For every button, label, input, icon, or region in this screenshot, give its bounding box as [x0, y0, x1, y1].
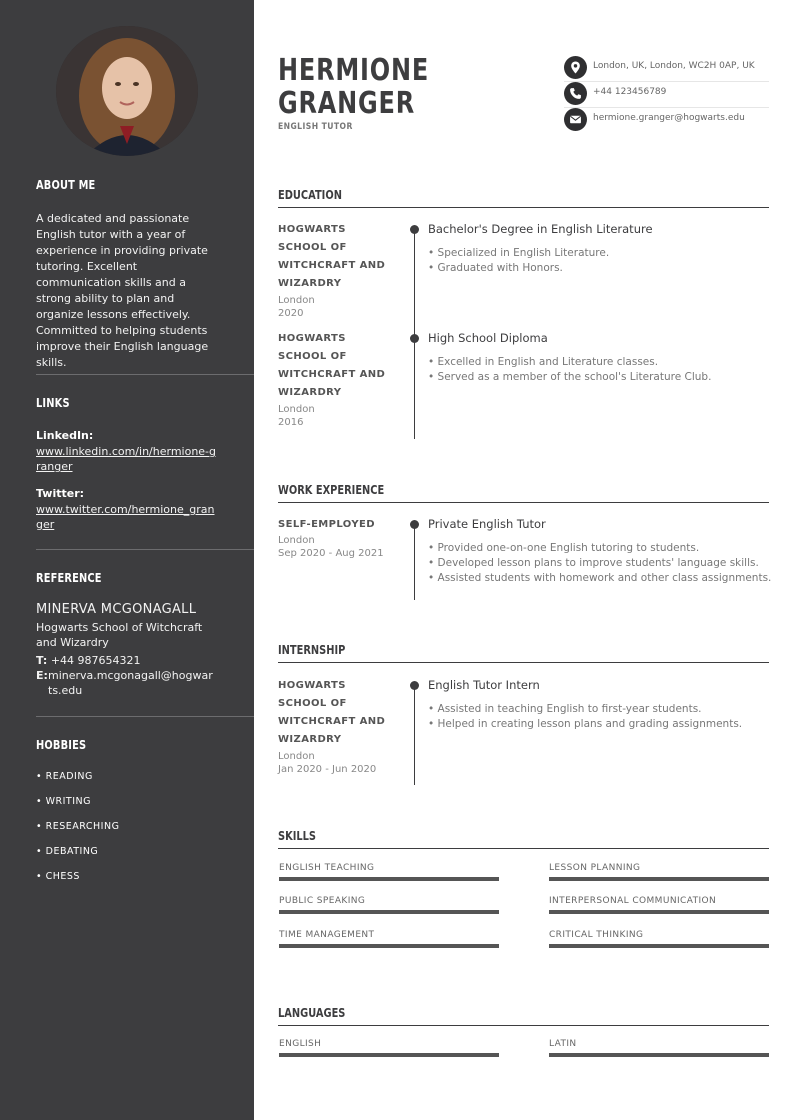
skill-fill: [549, 910, 769, 914]
linkedin-block: [36, 428, 220, 474]
about-heading: ABOUT ME: [36, 178, 96, 192]
twitter-label: Twitter:: [36, 487, 85, 500]
skill-item: [279, 896, 499, 914]
timeline-dot: [410, 681, 419, 690]
internship-org: HOGWARTS SCHOOL OF WITCHCRAFT AND WIZARDRY: [278, 680, 386, 745]
bullet-item: • Specialized in English Literature.: [428, 247, 610, 259]
education-location: London: [278, 404, 315, 415]
work-title: Private English Tutor: [428, 517, 546, 531]
location-pin-icon: [564, 56, 587, 79]
twitter-link[interactable]: www.twitter.com/hermione_granger: [36, 503, 215, 531]
skill-item: [279, 930, 499, 948]
phone-text: +44 123456789: [593, 87, 667, 97]
education-degree: Bachelor's Degree in English Literature: [428, 222, 653, 236]
skill-bar: [549, 944, 769, 948]
skill-label: TIME MANAGEMENT: [279, 930, 375, 940]
skill-label: INTERPERSONAL COMMUNICATION: [549, 896, 717, 906]
skill-item: [549, 930, 769, 948]
language-item: [279, 1039, 499, 1057]
skill-fill: [279, 944, 499, 948]
hobby-item: • READING: [36, 771, 93, 782]
twitter-block: [36, 486, 220, 532]
email-text[interactable]: hermione.granger@hogwarts.edu: [593, 113, 745, 123]
internship-timeline: [414, 685, 415, 785]
work-date: Sep 2020 - Aug 2021: [278, 548, 384, 559]
language-label: LATIN: [549, 1039, 577, 1049]
work-meta: [278, 534, 403, 560]
hobby-item: • RESEARCHING: [36, 821, 120, 832]
work-location: London: [278, 535, 315, 546]
internship-location: London: [278, 751, 315, 762]
internship-meta: [278, 750, 403, 776]
skill-label: CRITICAL THINKING: [549, 930, 644, 940]
languages-heading: [278, 1006, 769, 1026]
skill-label: LESSON PLANNING: [549, 863, 641, 873]
internship-bullets: [428, 702, 773, 732]
work-heading: [278, 483, 769, 503]
skill-label: ENGLISH TEACHING: [279, 863, 375, 873]
skill-item: [279, 863, 499, 881]
phone-icon: [564, 82, 587, 105]
skill-bar: [279, 877, 499, 881]
skill-bar: [549, 910, 769, 914]
about-text: A dedicated and passionate English tutor with a year of experience in providing private tutoring. Excellent communication skills and a strong ability to plan and organize lessons effectively. Committed to helping students improve their English language skills.: [36, 212, 209, 369]
skill-bar: [279, 910, 499, 914]
education-org: HOGWARTS SCHOOL OF WITCHCRAFT AND WIZARDRY: [278, 333, 386, 398]
education-meta: [278, 294, 403, 320]
education-date: 2020: [278, 308, 304, 319]
hobby-item: • CHESS: [36, 871, 80, 882]
education-date: 2016: [278, 417, 304, 428]
skill-fill: [549, 944, 769, 948]
education-degree: High School Diploma: [428, 331, 548, 345]
work-heading-text: WORK EXPERIENCE: [278, 483, 385, 497]
candidate-name: [278, 54, 429, 120]
education-heading-text: EDUCATION: [278, 188, 342, 202]
language-bar: [279, 1053, 499, 1057]
language-label: ENGLISH: [279, 1039, 322, 1049]
sidebar: [0, 0, 254, 1120]
reference-name: MINERVA MCGONAGALL: [36, 602, 197, 617]
skill-fill: [279, 910, 499, 914]
skills-heading: [278, 829, 769, 849]
hobby-item: • WRITING: [36, 796, 91, 807]
language-item: [549, 1039, 769, 1057]
phone-label: T:: [36, 654, 48, 667]
skill-item: [549, 863, 769, 881]
work-timeline: [414, 524, 415, 600]
divider: [36, 374, 254, 375]
bullet-item: • Graduated with Honors.: [428, 262, 563, 274]
language-bar: [549, 1053, 769, 1057]
skill-bar: [279, 944, 499, 948]
language-fill: [279, 1053, 499, 1057]
email-label: E:: [36, 669, 48, 682]
skill-fill: [279, 877, 499, 881]
bullet-item: • Assisted students with homework and other class assignments.: [428, 572, 772, 584]
language-fill: [549, 1053, 769, 1057]
profile-photo: [56, 26, 198, 156]
skill-bar: [549, 877, 769, 881]
work-org: SELF-EMPLOYED: [278, 519, 375, 530]
education-bullets: [428, 355, 773, 385]
timeline-dot: [410, 520, 419, 529]
education-location: London: [278, 295, 315, 306]
timeline-dot: [410, 334, 419, 343]
email-icon: [564, 108, 587, 131]
skill-item: [549, 896, 769, 914]
reference-email-value: minerva.mcgonagall@hogwarts.edu: [48, 669, 213, 697]
bullet-item: • Served as a member of the school's Literature Club.: [428, 371, 712, 383]
linkedin-label: LinkedIn:: [36, 429, 94, 442]
address-text: London, UK, London, WC2H 0AP, UK: [593, 61, 755, 71]
reference-phone-value: +44 987654321: [50, 654, 141, 667]
internship-title: English Tutor Intern: [428, 678, 540, 692]
divider: [36, 716, 254, 717]
divider: [36, 549, 254, 550]
bullet-item: • Developed lesson plans to improve students' language skills.: [428, 557, 759, 569]
bullet-item: • Provided one-on-one English tutoring to students.: [428, 542, 700, 554]
hobbies-heading: HOBBIES: [36, 738, 87, 752]
links-heading: LINKS: [36, 396, 70, 410]
reference-org: Hogwarts School of Witchcraft and Wizardry: [36, 621, 203, 649]
education-meta: [278, 403, 403, 429]
skill-fill: [549, 877, 769, 881]
education-org: HOGWARTS SCHOOL OF WITCHCRAFT AND WIZARDRY: [278, 224, 386, 289]
contact-phone: [564, 81, 769, 108]
education-heading: [278, 188, 769, 208]
education-bullets: [428, 246, 773, 276]
internship-heading: [278, 643, 769, 663]
contact-email: [564, 107, 769, 133]
reference-heading: REFERENCE: [36, 571, 102, 585]
hobby-item: • DEBATING: [36, 846, 99, 857]
job-title: ENGLISH TUTOR: [278, 122, 353, 132]
internship-heading-text: INTERNSHIP: [278, 643, 346, 657]
skills-heading-text: SKILLS: [278, 829, 317, 843]
bullet-item: • Helped in creating lesson plans and grading assignments.: [428, 718, 743, 730]
languages-heading-text: LANGUAGES: [278, 1006, 346, 1020]
skill-label: PUBLIC SPEAKING: [279, 896, 366, 906]
timeline-dot: [410, 225, 419, 234]
reference-phone: [36, 653, 224, 669]
name-line-1: HERMIONE: [278, 53, 430, 88]
work-bullets: [428, 541, 773, 586]
bullet-item: • Excelled in English and Literature classes.: [428, 356, 659, 368]
name-line-2: GRANGER: [278, 86, 416, 121]
contact-address: [564, 55, 769, 82]
internship-date: Jan 2020 - Jun 2020: [278, 764, 377, 775]
linkedin-link[interactable]: www.linkedin.com/in/hermione-granger: [36, 445, 217, 473]
reference-email: [36, 668, 216, 698]
bullet-item: • Assisted in teaching English to first-year students.: [428, 703, 702, 715]
